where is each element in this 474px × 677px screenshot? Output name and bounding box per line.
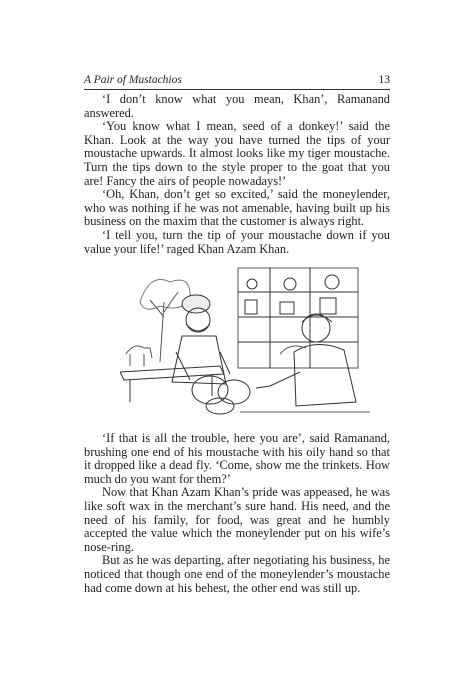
pots-sketch xyxy=(192,376,250,414)
shelves-sketch xyxy=(238,268,358,368)
page-number: 13 xyxy=(378,74,390,86)
paragraph: ‘You know what I mean, seed of a donkey!’ said the Khan. Look at the way you have turned the tips of your moustache upwards. It almost looks like my tiger moustache. Turn the tips down to the style proper to the goat that you are! Fancy the airs of people nowadays!’ xyxy=(84,119,390,188)
tree-sketch xyxy=(126,280,190,367)
running-header xyxy=(84,73,390,87)
header-rule xyxy=(84,89,390,90)
sketch-illustration xyxy=(120,262,374,422)
running-title: A Pair of Mustachios xyxy=(84,74,182,86)
text-block-bottom xyxy=(84,432,390,595)
paragraph: Now that Khan Azam Khan’s pride was appeased, he was like soft wax in the merchant’s sure hand. His need, and the need of his family, for food, was great and he humbly accepted the value which the moneylender put on his wife’s nose-ring. xyxy=(84,485,390,554)
khan-figure-sketch xyxy=(172,295,230,384)
paragraph: ‘I don’t know what you mean, Khan’, Ramanand answered. xyxy=(84,92,390,120)
paragraph: But as he was departing, after negotiating his business, he noticed that though one end of the moneylender’s moustache had come down at his behest, the other end was still up. xyxy=(84,553,390,595)
paragraph: ‘Oh, Khan, don’t get so excited,’ said the moneylender, who was nothing if he was not amenable, having built up his business on the maxim that the customer is always right. xyxy=(84,187,390,229)
illustration-moneylender-scene xyxy=(120,262,374,422)
bench-sketch xyxy=(120,366,224,402)
text-block-top xyxy=(84,93,390,256)
paragraph: ‘If that is all the trouble, here you are’, said Ramanand, brushing one end of his moustache with his oily hand so that it dropped like a dead fly. ‘Come, show me the trinkets. How much do you want for them?’ xyxy=(84,431,390,486)
moneylender-figure-sketch xyxy=(256,314,356,406)
paragraph: ‘I tell you, turn the tip of your moustache down if you value your life!’ raged Khan Azam Khan. xyxy=(84,227,390,256)
